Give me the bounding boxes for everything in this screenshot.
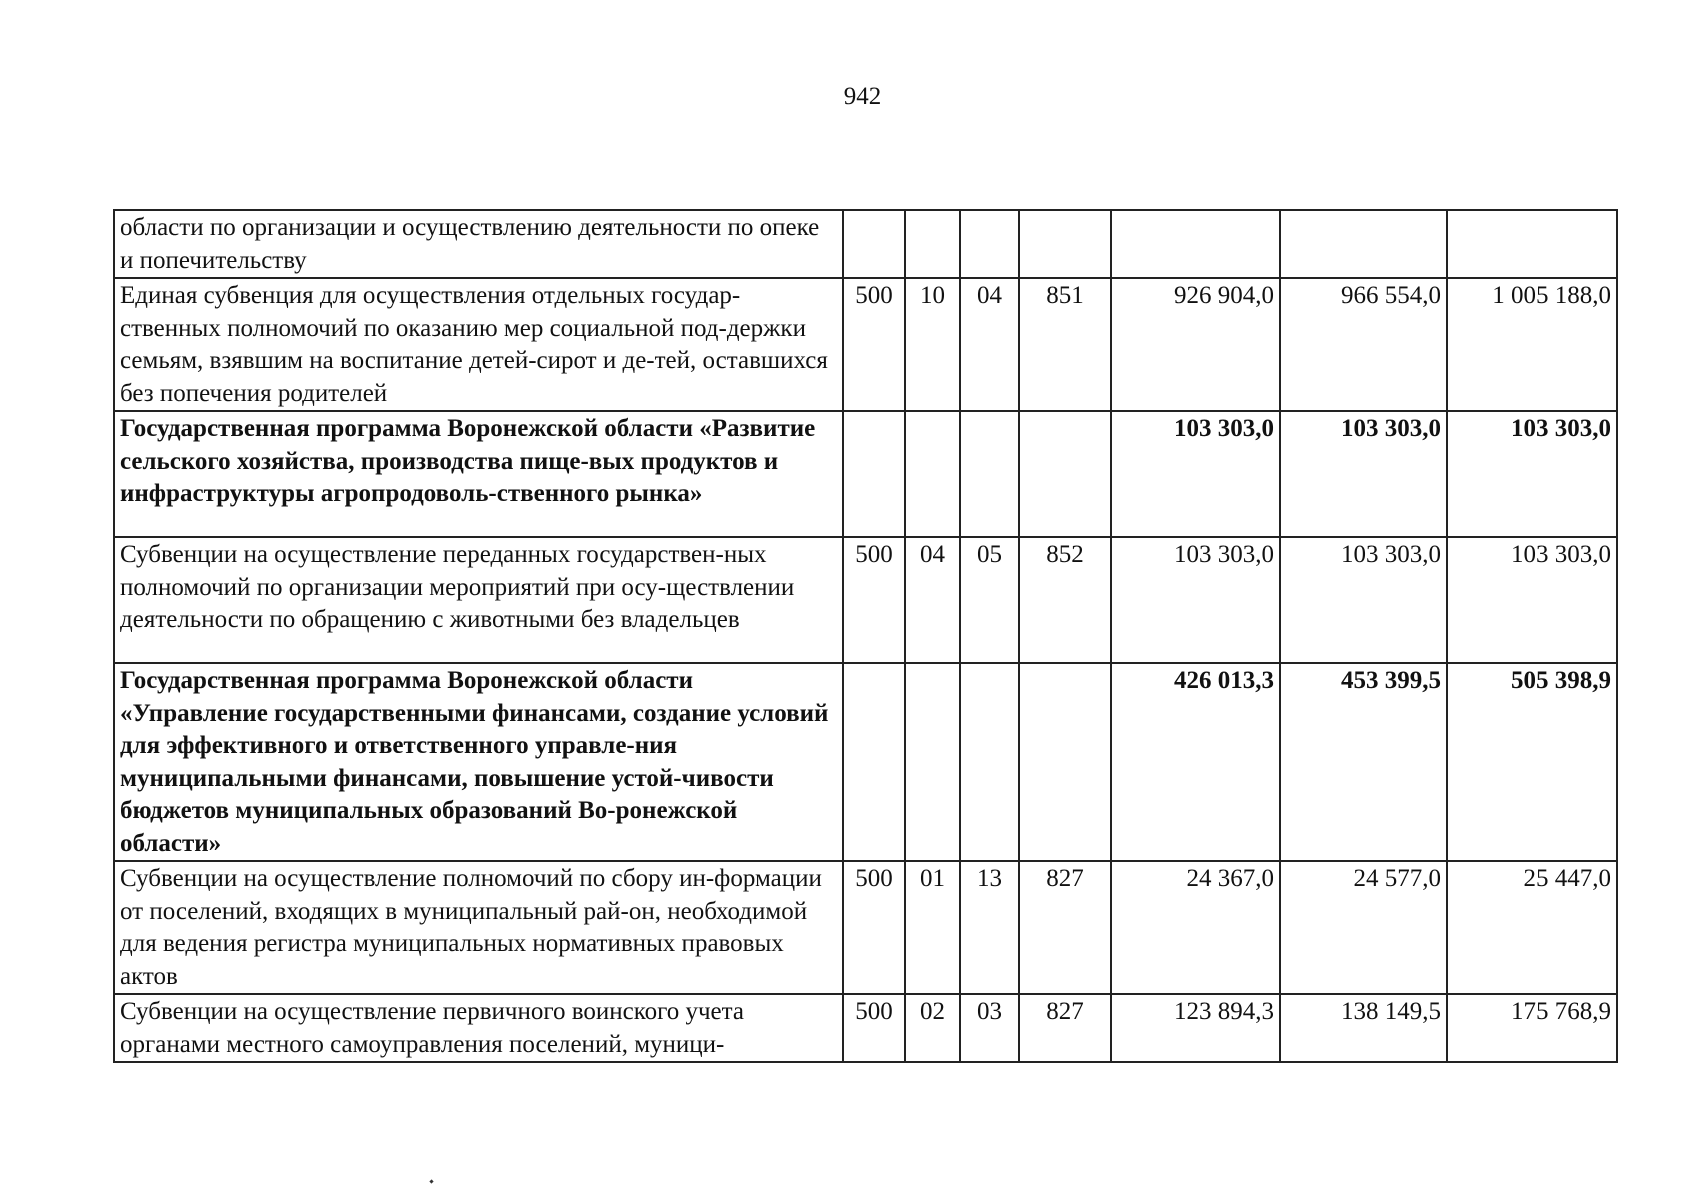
item-name-cell: Субвенции на осуществление переданных государствен-ных полномочий по организации мероприятий при осу-ществлении деятельности по обращению с животными без владельцев: [114, 537, 843, 663]
section-code-cell: 02: [905, 994, 960, 1062]
table-row: [114, 411, 1617, 537]
budget-table: [113, 209, 1618, 1063]
amount-year1-cell: 426 013,3: [1111, 663, 1280, 861]
admin-code-cell: 500: [843, 278, 905, 411]
target-code-cell: 827: [1019, 861, 1111, 994]
section-code-cell: [905, 210, 960, 278]
target-code-cell: [1019, 663, 1111, 861]
admin-code-cell: [843, 411, 905, 537]
item-name-cell: Государственная программа Воронежской области «Управление государственными финансами, создание условий для эффективного и ответственного управле-ния муниципальными финансами, повышение устой-чивости бюджетов муниципальных образований Во-ронежской области»: [114, 663, 843, 861]
amount-year1-cell: 123 894,3: [1111, 994, 1280, 1062]
subsection-code-cell: 04: [960, 278, 1019, 411]
admin-code-cell: 500: [843, 861, 905, 994]
amount-year2-cell: 966 554,0: [1280, 278, 1447, 411]
target-code-cell: [1019, 411, 1111, 537]
scan-speck: [429, 1179, 433, 1183]
amount-year3-cell: 103 303,0: [1447, 537, 1617, 663]
table-row: [114, 861, 1617, 994]
amount-year2-cell: 103 303,0: [1280, 537, 1447, 663]
section-code-cell: 10: [905, 278, 960, 411]
admin-code-cell: 500: [843, 537, 905, 663]
subsection-code-cell: 13: [960, 861, 1019, 994]
target-code-cell: 827: [1019, 994, 1111, 1062]
table-row: [114, 994, 1617, 1062]
target-code-cell: 851: [1019, 278, 1111, 411]
amount-year1-cell: 103 303,0: [1111, 537, 1280, 663]
section-code-cell: [905, 663, 960, 861]
table-row: [114, 663, 1617, 861]
item-name-cell: Субвенции на осуществление первичного воинского учета органами местного самоуправления поселений, муници-: [114, 994, 843, 1062]
amount-year3-cell: 175 768,9: [1447, 994, 1617, 1062]
target-code-cell: 852: [1019, 537, 1111, 663]
amount-year1-cell: 926 904,0: [1111, 278, 1280, 411]
amount-year3-cell: [1447, 210, 1617, 278]
amount-year1-cell: [1111, 210, 1280, 278]
admin-code-cell: [843, 663, 905, 861]
section-code-cell: 04: [905, 537, 960, 663]
amount-year2-cell: 138 149,5: [1280, 994, 1447, 1062]
amount-year2-cell: 103 303,0: [1280, 411, 1447, 537]
subsection-code-cell: [960, 210, 1019, 278]
amount-year2-cell: 24 577,0: [1280, 861, 1447, 994]
target-code-cell: [1019, 210, 1111, 278]
item-name-cell: Субвенции на осуществление полномочий по сбору ин-формации от поселений, входящих в муниципальный рай-он, необходимой для ведения регистра муниципальных нормативных правовых актов: [114, 861, 843, 994]
amount-year3-cell: 505 398,9: [1447, 663, 1617, 861]
table-body: [114, 210, 1617, 1062]
item-name-cell: области по организации и осуществлению деятельности по опеке и попечительству: [114, 210, 843, 278]
amount-year3-cell: 1 005 188,0: [1447, 278, 1617, 411]
subsection-code-cell: 05: [960, 537, 1019, 663]
section-code-cell: [905, 411, 960, 537]
table-row: [114, 537, 1617, 663]
amount-year3-cell: 103 303,0: [1447, 411, 1617, 537]
page-number: 942: [843, 83, 882, 110]
table-row: [114, 210, 1617, 278]
item-name-cell: Единая субвенция для осуществления отдельных государ-ственных полномочий по оказанию мер социальной под-держки семьям, взявшим на воспитание детей-сирот и де-тей, оставшихся без попечения родителей: [114, 278, 843, 411]
admin-code-cell: 500: [843, 994, 905, 1062]
subsection-code-cell: [960, 663, 1019, 861]
subsection-code-cell: [960, 411, 1019, 537]
subsection-code-cell: 03: [960, 994, 1019, 1062]
item-name-cell: Государственная программа Воронежской области «Развитие сельского хозяйства, производства пище-вых продуктов и инфраструктуры агропродоволь-ственного рынка»: [114, 411, 843, 537]
amount-year2-cell: [1280, 210, 1447, 278]
amount-year3-cell: 25 447,0: [1447, 861, 1617, 994]
table-row: [114, 278, 1617, 411]
amount-year2-cell: 453 399,5: [1280, 663, 1447, 861]
amount-year1-cell: 103 303,0: [1111, 411, 1280, 537]
admin-code-cell: [843, 210, 905, 278]
section-code-cell: 01: [905, 861, 960, 994]
amount-year1-cell: 24 367,0: [1111, 861, 1280, 994]
